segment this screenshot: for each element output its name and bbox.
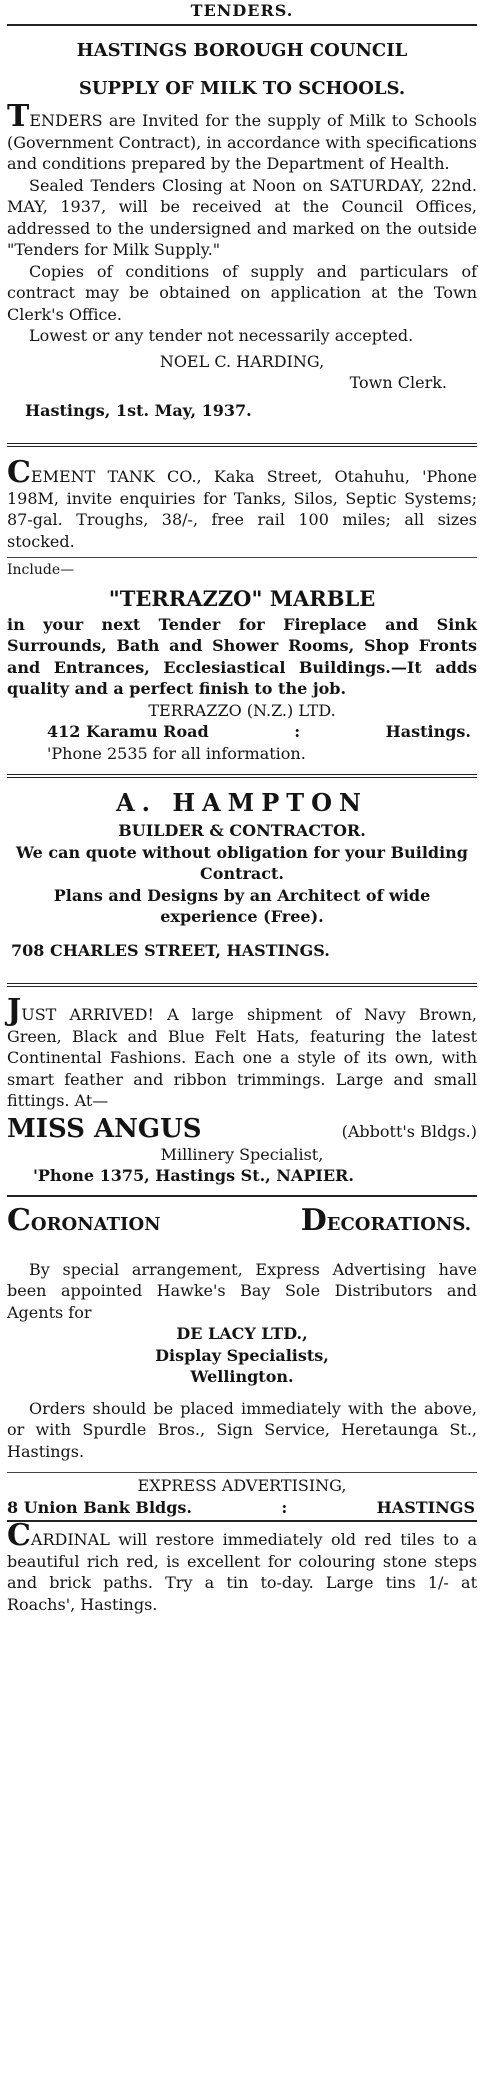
tender-para-2: Sealed Tenders Closing at Noon on SATURDAY, 22nd. MAY, 1937, will be received at the Council Offices, addressed to the undersigned and marked on the outside "Tenders for Milk Supply." xyxy=(7,175,477,259)
divider xyxy=(7,983,477,987)
signer-title: Town Clerk. xyxy=(349,373,447,392)
council-name: HASTINGS BOROUGH COUNCIL xyxy=(76,40,408,61)
dateline: Hastings, 1st. May, 1937. xyxy=(25,400,252,420)
coronation-role: Display Specialists, xyxy=(155,1345,329,1365)
tender-subject: SUPPLY OF MILK TO SCHOOLS. xyxy=(78,78,406,99)
terrazzo-address: 412 Karamu Road : Hastings. xyxy=(47,722,471,741)
millinery-name-line xyxy=(7,1114,477,1144)
divider xyxy=(7,443,477,447)
drop-cap: T xyxy=(7,99,30,134)
coronation-ad xyxy=(7,1202,477,1519)
hampton-builder-ad xyxy=(7,786,477,961)
terrazzo-ad xyxy=(7,560,477,764)
divider xyxy=(7,24,477,26)
cardinal-ad xyxy=(7,1518,477,1615)
coronation-company: DE LACY LTD., xyxy=(176,1324,308,1343)
terrazzo-text: in your next Tender for Fireplace and Sink Surrounds, Bath and Shower Rooms, Shop Fronts and Entrances, Ecclesiastical Buildings.—It adds quality and a perfect finish to the job. xyxy=(7,614,477,698)
builder-address: 708 CHARLES STREET, HASTINGS. xyxy=(11,940,330,960)
tender-para-3: Copies of conditions of supply and particulars of contract may be obtained on application at the Town Clerk's Office. xyxy=(7,261,477,324)
cardinal-text: ARDINAL will restore immediately old red tiles to a beautiful rich red, is excellent for colouring stone steps and brick paths. Try a tin to-day. Large tins 1/- at Roachs', Hastings. xyxy=(7,1530,477,1614)
council-tender-notice xyxy=(7,39,477,421)
express-footer-2: 8 Union Bank Bldgs. : HASTINGS xyxy=(7,1497,475,1517)
coronation-city: Wellington. xyxy=(190,1367,294,1386)
divider xyxy=(7,1520,477,1522)
coronation-headline: CORONATION DECORATIONS. xyxy=(7,1202,471,1238)
express-footer-1: EXPRESS ADVERTISING, xyxy=(137,1476,347,1495)
coronation-text-2: Orders should be placed immediately with the above, or with Spurdle Bros., Sign Service, Heretaunga St., Hastings. xyxy=(7,1398,477,1461)
builder-text-2: Plans and Designs by an Architect of wide experience (Free). xyxy=(53,885,431,926)
millinery-text: UST ARRIVED! A large shipment of Navy Brown, Green, Black and Blue Felt Hats, featuring the latest Continental Fashions. Each one a style of its own, with smart feather and ribbon trimmings. Large and small fittings. At— xyxy=(7,1005,477,1110)
include-label: Include— xyxy=(7,562,75,578)
millinery-bldg: (Abbott's Bldgs.) xyxy=(341,1121,477,1141)
drop-cap: J xyxy=(7,993,22,1028)
millinery-name: MISS ANGUS xyxy=(7,1113,202,1144)
drop-cap: C xyxy=(7,1518,31,1553)
cement-tank-text: EMENT TANK CO., Kaka Street, Otahuhu, 'Phone 198M, invite enquiries for Tanks, Silos, Septic Systems; 87-gal. Troughs, 38/-, free rail 100 miles; all sizes stocked. xyxy=(7,467,477,551)
builder-name: A. HAMPTON xyxy=(116,788,368,817)
terrazzo-phone: 'Phone 2535 for all information. xyxy=(47,743,306,763)
terrazzo-company: TERRAZZO (N.Z.) LTD. xyxy=(148,700,336,720)
divider xyxy=(7,774,477,778)
millinery-role: Millinery Specialist, xyxy=(160,1144,324,1164)
divider xyxy=(7,557,477,558)
coronation-text: By special arrangement, Express Advertising have been appointed Hawke's Bay Sole Distributors and Agents for xyxy=(7,1259,477,1322)
builder-text-1: We can quote without obligation for your Building Contract. xyxy=(16,842,468,883)
divider xyxy=(7,1472,477,1473)
tender-para-4: Lowest or any tender not necessarily accepted. xyxy=(29,326,414,345)
terrazzo-headline: "TERRAZZO" MARBLE xyxy=(108,585,376,611)
tender-para-1: TENDERS are Invited for the supply of Milk to Schools (Government Contract), in accordance with specifications and conditions prepared by the Department of Health. xyxy=(7,99,477,173)
signer-name: NOEL C. HARDING, xyxy=(159,351,325,371)
newspaper-column xyxy=(7,2,477,1615)
drop-cap: C xyxy=(7,455,31,490)
millinery-phone: 'Phone 1375, Hastings St., NAPIER. xyxy=(33,1166,354,1185)
cement-tank-ad xyxy=(7,455,477,552)
section-heading: TENDERS. xyxy=(190,1,294,20)
divider xyxy=(7,1195,477,1197)
builder-trade: BUILDER & CONTRACTOR. xyxy=(118,821,366,840)
millinery-ad xyxy=(7,993,477,1187)
